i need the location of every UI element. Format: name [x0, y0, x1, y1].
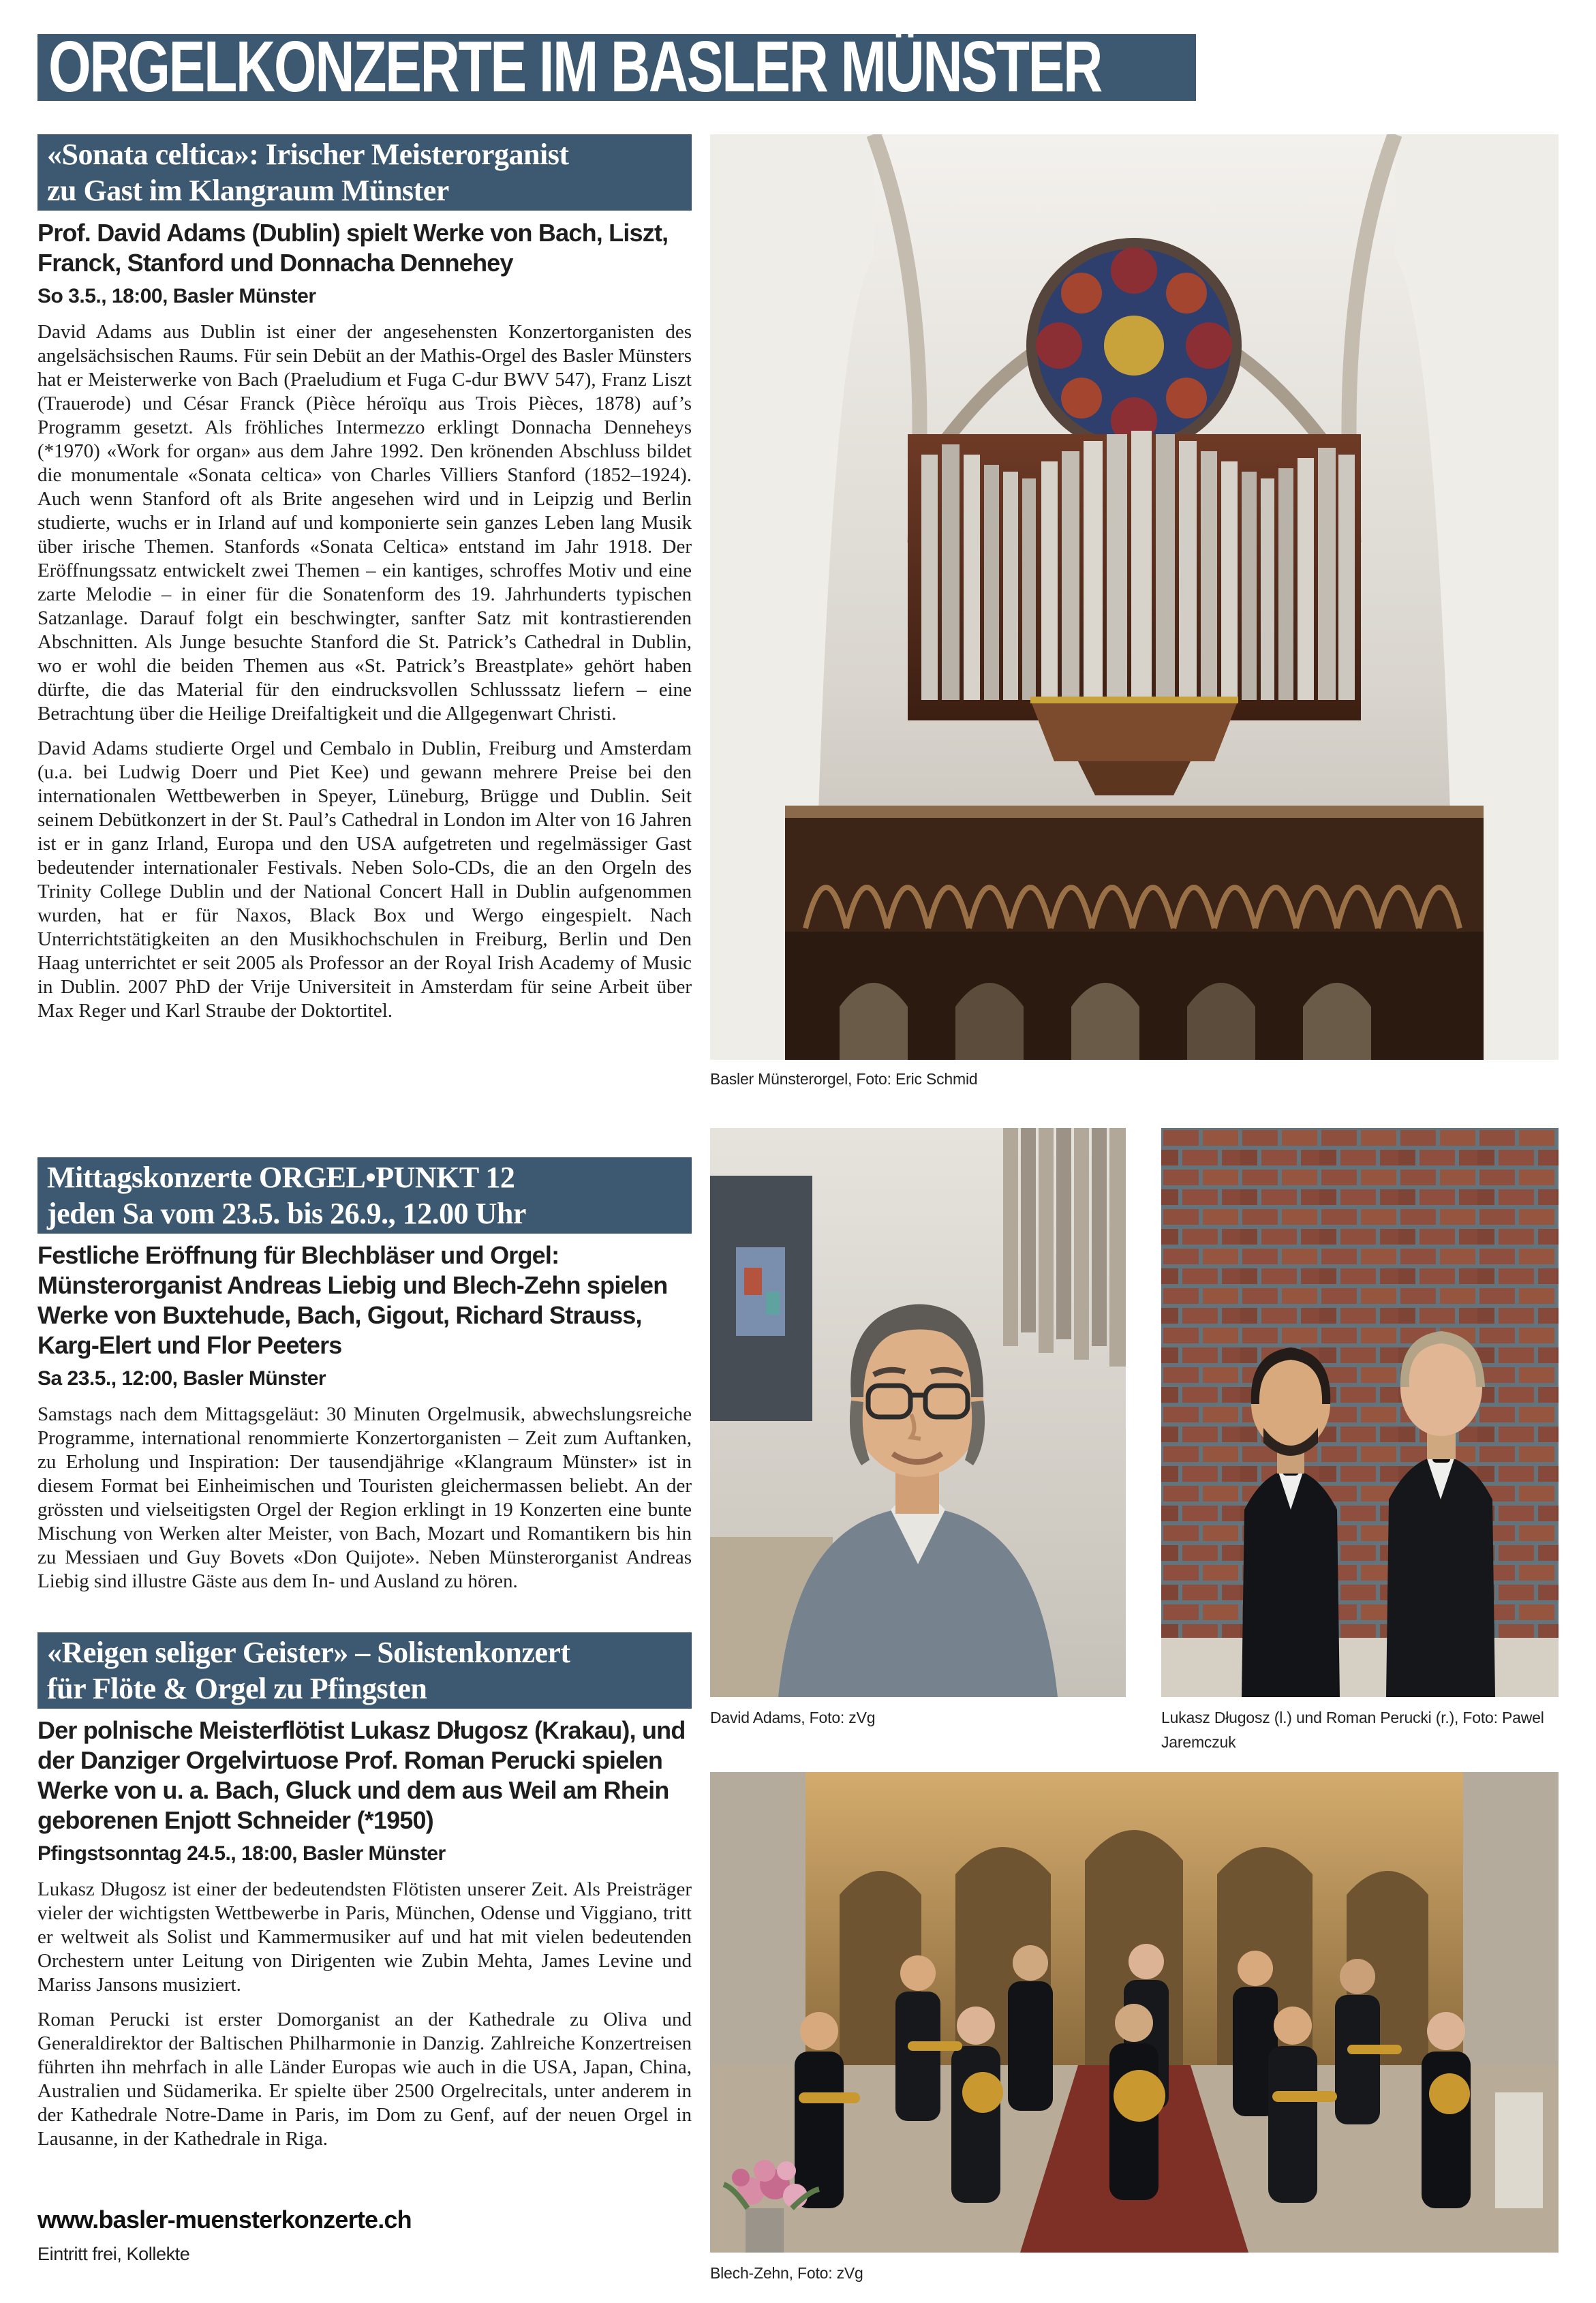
article-reigen: [37, 1715, 692, 2151]
organ-balcony: [785, 806, 1484, 932]
admission-note: Eintritt frei, Kollekte: [37, 2244, 190, 2264]
dlugosz-perucki-photo: [1161, 1128, 1559, 1697]
article-paragraph: Roman Perucki ist erster Domorganist an der Kathedrale zu Oliva und Generaldirektor der Baltischen Philharmonie in Danzig. Zahlreiche Konzertreisen führten ihn mehrfach in alle Länder Europas wie auch in die USA, Japan, China, Australien und Südamerika. Er spielte über 2500 Orgelrecitals, unter anderem in der Kathedrale Notre-Dame in Paris, im Dom zu Genf, auf der neuen Orgel in Lausanne, in der Kathedrale in Riga.: [37, 2009, 692, 2150]
section-header-orgelpunkt: [37, 1157, 692, 1234]
article-dateline: Sa 23.5., 12:00, Basler Münster: [37, 1367, 326, 1390]
article-sonata-celtica: [37, 218, 692, 1023]
article-paragraph: David Adams aus Dublin ist einer der angesehensten Konzertorganisten des angelsächsischen Raums. Für sein Debüt an der Mathis-Orgel des Basler Münsters hat er Meisterwerke von Bach (Praeludium et Fuga C-dur BWV 547), Franz Liszt (Trauerode) und César Franck (Pièce héroïqu aus Trois Pièces, 1878) auf’s Programm gesetzt. Als fröhliches Intermezzo erklingt Donnacha Denneheys (*1970) «Work for organ» aus dem Jahre 1992. Den krönenden Abschluss bildet die monumentale «Sonata celtica» von Charles Villiers Stanford (1852–1924). Auch wenn Stanford oft als Brite angesehen wird und in Leipzig und Berlin studierte, wuchs er in Irland auf und komponierte sein ganzes Leben lang Musik über irische Themen. Stanfords «Sonata Celtica» entstand im Jahr 1918. Der Eröffnungssatz entwickelt zwei Themen – ein kantiges, schroffes Motiv und eine zarte Melodie – in einer für die Sonatenform des 19. Jahrhunderts typischen Satzanlage. Darauf folgt ein beschwingter, sanfter Satz mit kontrastierenden Abschnitten. Als Junge besuchte Stanford die St. Patrick’s Cathedral in Dublin, wo er wohl die beiden Themen aus «St. Patrick’s Breastplate» gehört haben dürfte, die das Material für den eindrucksvollen Schlusssatz liefern – eine Betrachtung über die Heilige Dreifaltigkeit und die Allgegenwart Christi.: [37, 321, 692, 725]
man-right: [1386, 1331, 1495, 1697]
section-header-sonata-celtica: [37, 134, 692, 211]
organ-canopy: [1030, 700, 1238, 761]
article-dateline: So 3.5., 18:00, Basler Münster: [37, 285, 316, 307]
photo-caption-blech-zehn: Blech-Zehn, Foto: zVg: [710, 2264, 863, 2282]
article-orgelpunkt: [37, 1240, 692, 1593]
page-title-band: [37, 27, 1196, 107]
organ-pipes: [921, 431, 1355, 700]
section-header-line1: «Sonata celtica»: Irischer Meisterorganist: [47, 138, 569, 171]
dlugosz-perucki-photo-illustration: [1161, 1128, 1559, 1697]
david-adams-photo: [710, 1128, 1126, 1697]
article-subhead: Festliche Eröffnung für Blechbläser und Orgel: Münsterorganist Andreas Liebig und Blech-Zehn spielen Werke von Buxtehude, Bach, Gigout, Richard Strauss, Karg-Elert und Flor Peeters: [37, 1241, 668, 1359]
rose-window: [1032, 243, 1236, 448]
stone-pedestal: [1495, 2092, 1543, 2208]
section-header-line2: jeden Sa vom 23.5. bis 26.9., 12.00 Uhr: [47, 1197, 526, 1230]
blech-zehn-photo: [710, 1772, 1559, 2253]
section-header-line1: «Reigen seliger Geister» – Solistenkonzert: [47, 1636, 570, 1669]
choir-screen: [785, 932, 1484, 1060]
section-header-line2: für Flöte & Orgel zu Pfingsten: [47, 1672, 427, 1705]
organ-photo: [710, 134, 1559, 1060]
page-title: ORGELKONZERTE IM BASLER MÜNSTER: [48, 27, 1102, 107]
man-left: [1242, 1347, 1340, 1697]
background-window: [710, 1176, 812, 1421]
photo-caption-organ: Basler Münsterorgel, Foto: Eric Schmid: [710, 1070, 978, 1088]
section-header-reigen: [37, 1632, 692, 1709]
article-paragraph: David Adams studierte Orgel und Cembalo in Dublin, Freiburg und Amsterdam (u.a. bei Ludwig Doerr und Piet Kee) und gewann mehrere Preise bei den internationalen Wettbewerben in Speyer, Lüneburg, Brügge und Dublin. Seit seinem Debütkonzert in der St. Paul’s Cathedral in London im Alter von 16 Jahren ist er in ganz Irland, Europa und den USA aufgetreten und regelmässiger Gast bedeutender internationaler Festivals. Neben Solo-CDs, die an den Orgeln des Trinity College Dublin und der National Concert Hall in Dublin aufgenommen wurden, hat er für Naxos, Black Box und Wergo eingespielt. Nach Unterrichtstätigkeiten an den Musikhochschulen in Freiburg, Berlin und Den Haag unterrichtet er seit 2005 als Professor an der Royal Irish Academy of Music in Dublin. 2007 PhD der Vrije Universiteit in Amsterdam für seine Arbeit über Max Reger und Karl Straube der Doktortitel.: [37, 737, 692, 1022]
photo-caption-david-adams: David Adams, Foto: zVg: [710, 1709, 876, 1726]
organ-photo-illustration: [710, 134, 1559, 1060]
brick-wall: [1161, 1128, 1559, 1697]
article-subhead: Der polnische Meisterflötist Lukasz Długosz (Krakau), und der Danziger Orgelvirtuose Prof. Roman Perucki spielen Werke von u. a. Bach, Gluck und dem aus Weil am Rhein geborenen Enjott Schneider (*1950): [37, 1716, 686, 1834]
article-dateline: Pfingstsonntag 24.5., 18:00, Basler Münster: [37, 1842, 446, 1865]
section-header-line1: Mittagskonzerte ORGEL•PUNKT 12: [47, 1161, 515, 1194]
blech-zehn-photo-illustration: [710, 1772, 1559, 2253]
section-header-line2: zu Gast im Klangraum Münster: [47, 174, 449, 207]
website-link[interactable]: www.basler-muensterkonzerte.ch: [37, 2206, 412, 2233]
marble-floor: [1161, 1638, 1559, 1697]
photo-caption-dlugosz-perucki: Lukasz Długosz (l.) und Roman Perucki (r.), Foto: Pawel Jaremczuk: [1161, 1709, 1544, 1751]
article-paragraph: Lukasz Długosz ist einer der bedeutendsten Flötisten unserer Zeit. Als Preisträger vieler der wichtigsten Wettbewerbe in Paris, München, Odense und Viggiano, tritt er weltweit als Solist und Kammermusiker auf und hat mit vielen bedeutenden Orchestern unter Leitung von Dirigenten wie Zubin Mehta, James Levine und Mariss Jansons musiziert.: [37, 1878, 692, 1996]
david-adams-photo-illustration: [710, 1128, 1126, 1697]
article-subhead: Prof. David Adams (Dublin) spielt Werke von Bach, Liszt, Franck, Stanford und Donnacha Dennehey: [37, 219, 669, 277]
article-paragraph: Samstags nach dem Mittagsgeläut: 30 Minuten Orgelmusik, abwechslungsreiche Programme, international renommierte Konzertorganisten – Zeit zum Auftanken, zu Erholung und Inspiration: Der tausendjährige «Klangraum Münster» ist in diesem Format bei Einheimischen und Touristen gleichermassen beliebt. An der grössten und vielseitigsten Orgel der Region erklingt in 19 Konzerten eine bunte Mischung von Werken alter Meister, von Bach, Mozart und Romantikern bis hin zu Messiaen und Guy Bovets «Don Quijote». Neben Münsterorganist Andreas Liebig sind illustre Gäste aus dem In- und Ausland zu hören.: [37, 1403, 692, 1592]
